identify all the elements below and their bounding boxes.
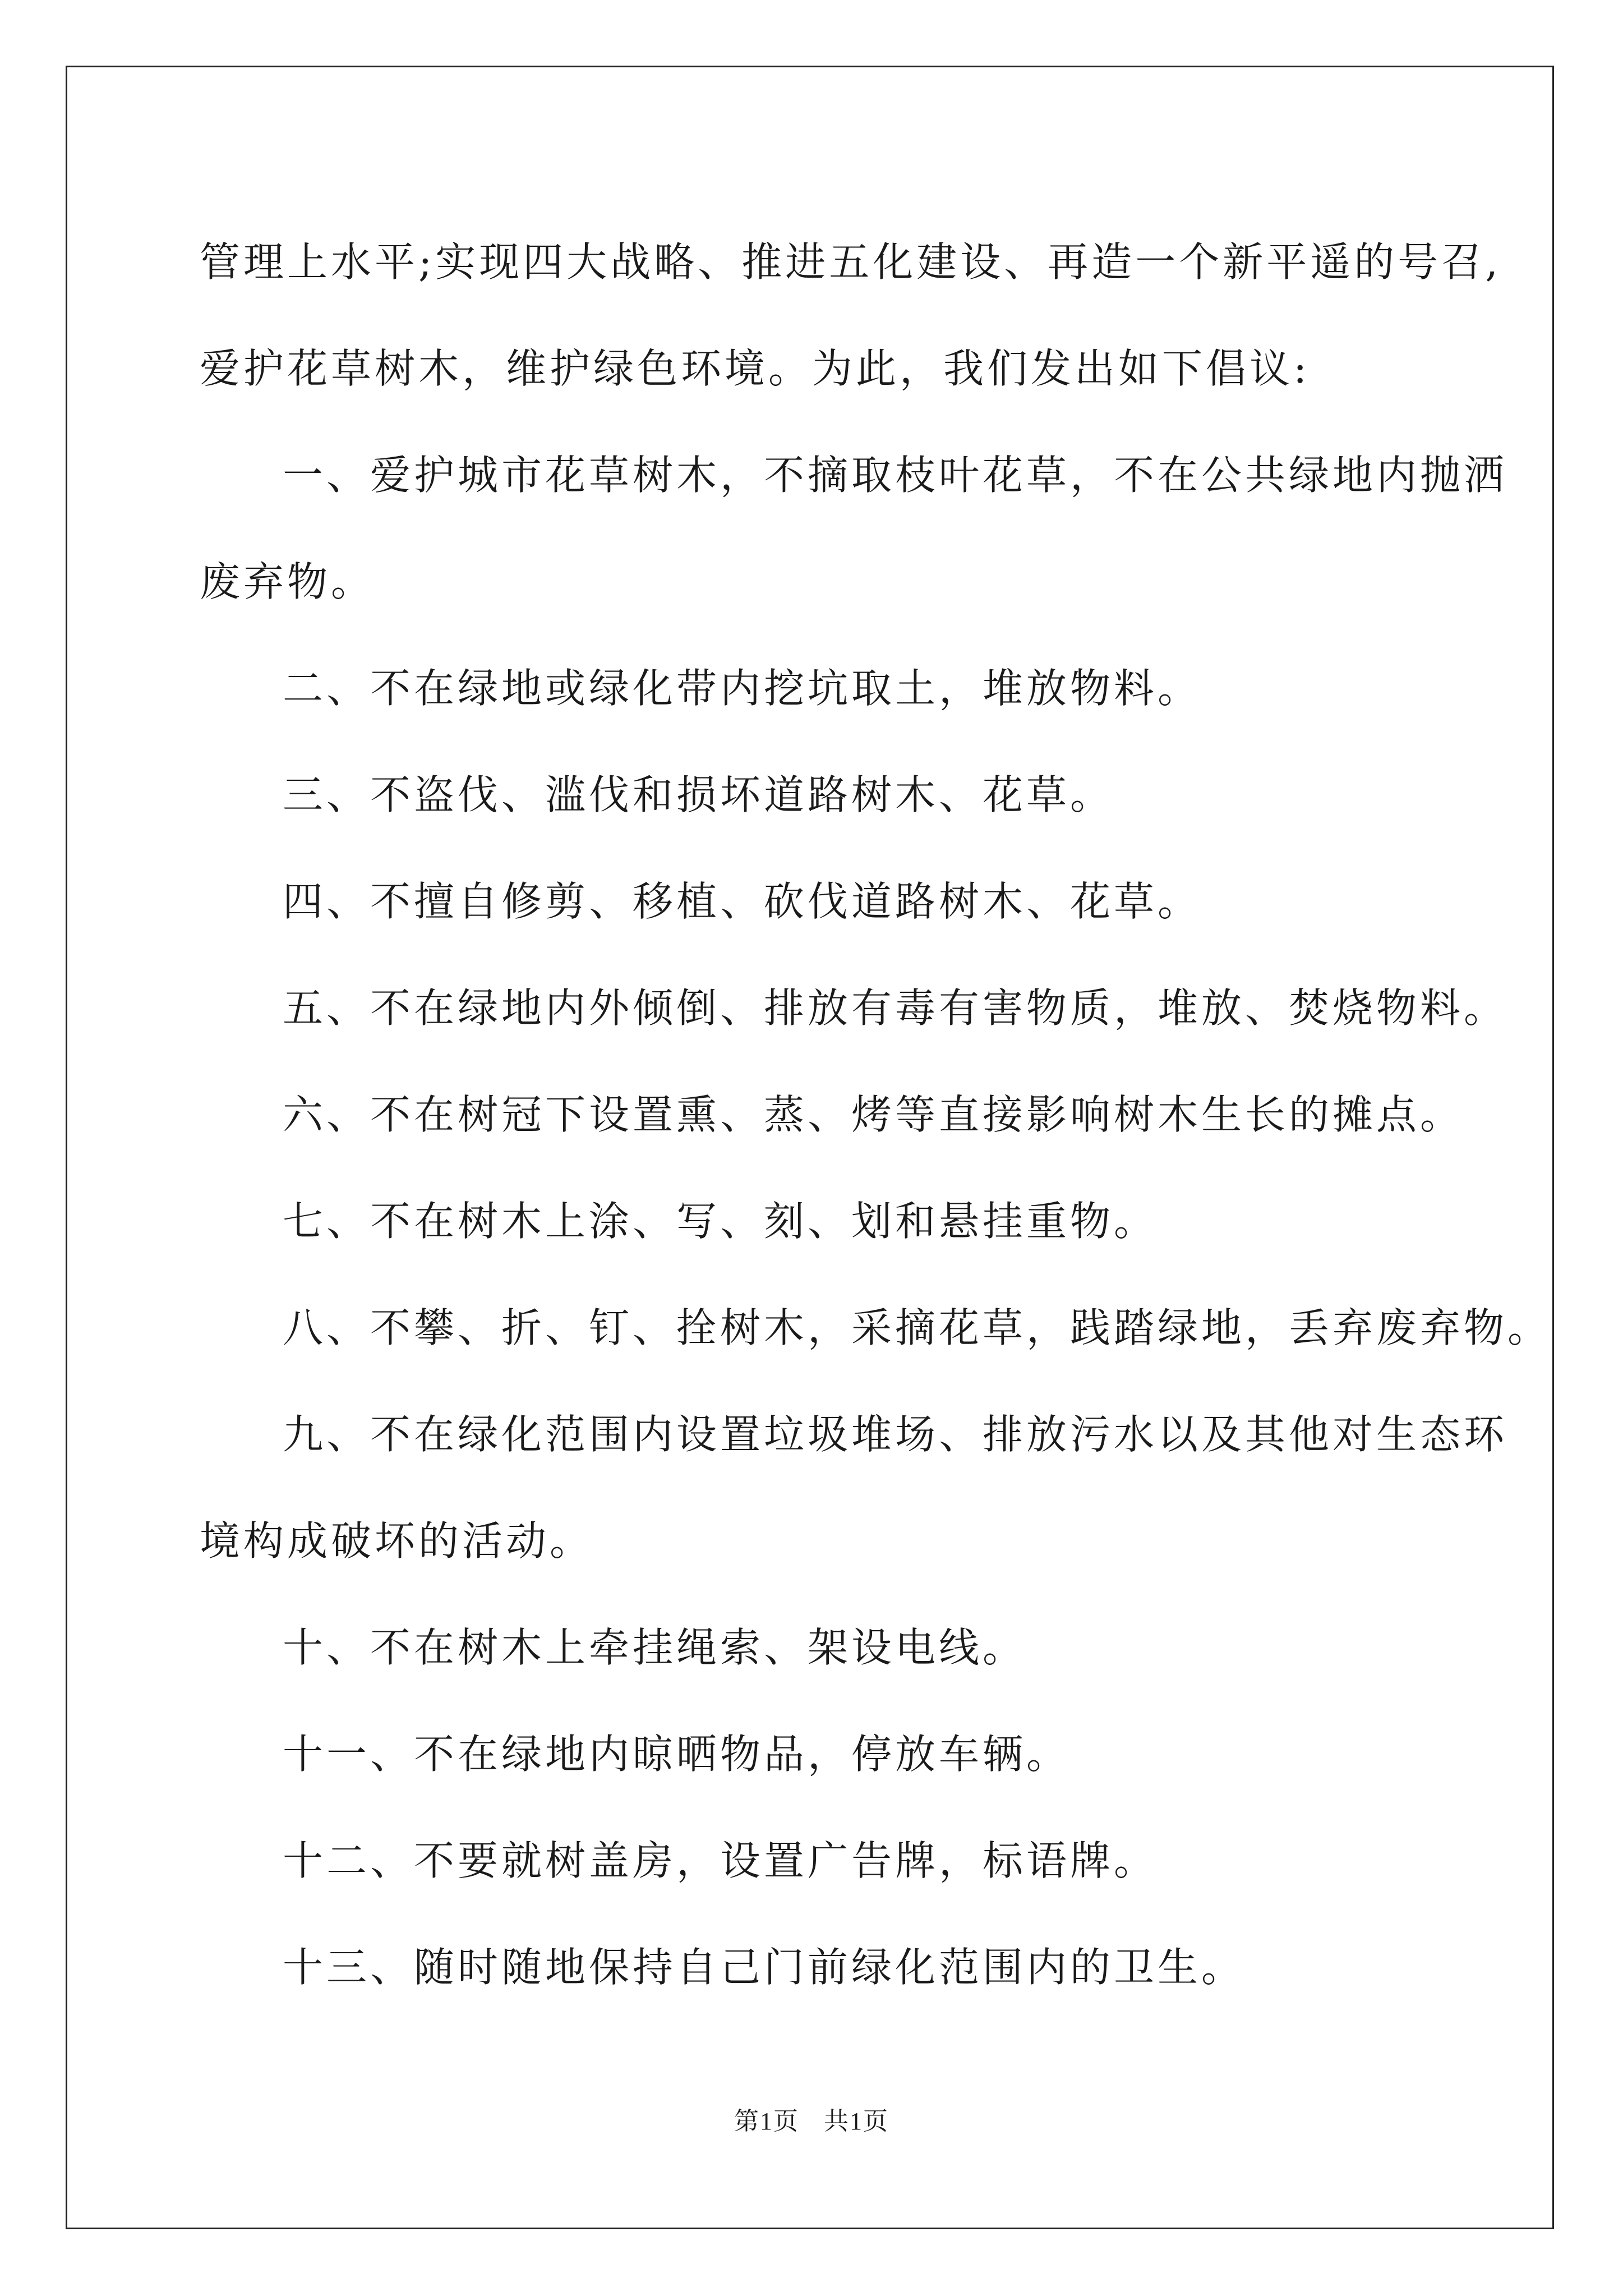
text-line: 六、不在树冠下设置熏、蒸、烤等直接影响树木生长的摊点。	[283, 1091, 1464, 1138]
text-line: 九、不在绿化范围内设置垃圾堆场、排放污水以及其他对生态环	[283, 1411, 1508, 1458]
page-footer	[0, 2101, 1623, 2137]
text-line: 三、不盗伐、滥伐和损坏道路树木、花草。	[283, 771, 1114, 818]
text-line: 管理上水平;实现四大战略、推进五化建设、再造一个新平遥的号召,	[200, 238, 1502, 286]
text-line: 一、爱护城市花草树木，不摘取枝叶花草，不在公共绿地内抛洒	[283, 452, 1508, 499]
text-line: 爱护花草树木，维护绿色环境。为此，我们发出如下倡议:	[200, 345, 1311, 392]
page-total: 共1页	[824, 2108, 889, 2135]
text-line: 八、不攀、折、钉、拴树木，采摘花草，践踏绿地，丢弃废弃物。	[283, 1304, 1552, 1351]
text-line: 废弃物。	[200, 558, 375, 605]
text-line: 四、不擅自修剪、移植、砍伐道路树木、花草。	[283, 878, 1202, 925]
text-line: 十一、不在绿地内晾晒物品，停放车辆。	[283, 1731, 1071, 1778]
text-line: 二、不在绿地或绿化带内挖坑取土，堆放物料。	[283, 665, 1202, 712]
text-line: 境构成破坏的活动。	[200, 1517, 594, 1565]
text-line: 十三、随时随地保持自己门前绿化范围内的卫生。	[283, 1944, 1246, 1991]
document-body	[200, 209, 1552, 2021]
text-line: 十、不在树木上牵挂绳索、架设电线。	[283, 1624, 1027, 1671]
text-line: 十二、不要就树盖房，设置广告牌，标语牌。	[283, 1837, 1158, 1884]
page-number: 第1页	[734, 2108, 799, 2135]
text-line: 七、不在树木上涂、写、刻、划和悬挂重物。	[283, 1198, 1158, 1245]
text-line: 五、不在绿地内外倾倒、排放有毒有害物质，堆放、焚烧物料。	[283, 984, 1508, 1032]
